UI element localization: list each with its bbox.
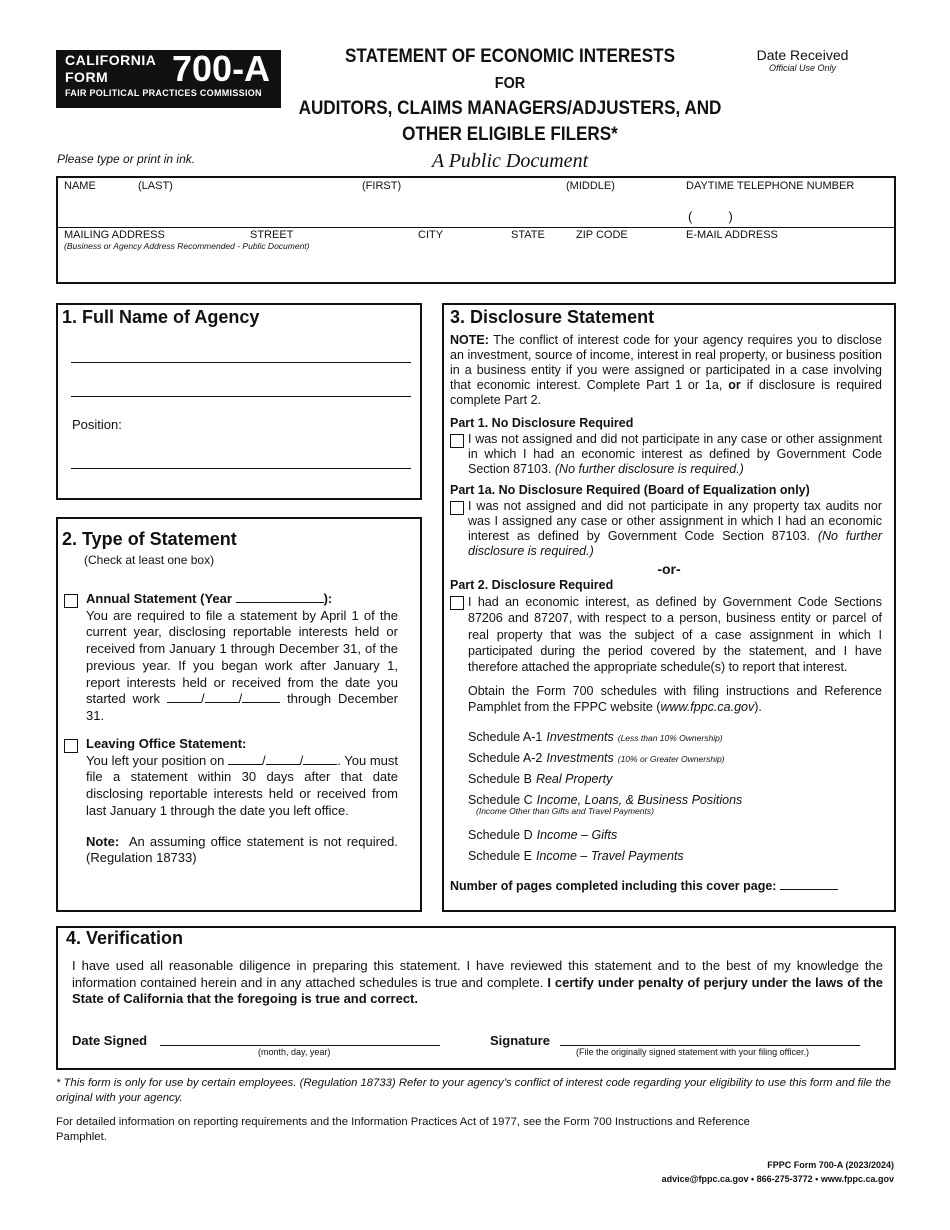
obtain-end: ). — [754, 700, 762, 715]
schedule-item — [468, 730, 723, 744]
schedule-name: Investments — [546, 751, 614, 765]
verification-statement: I have used all reasonable diligence in preparing this statement. I have reviewed this statement and to the best of my knowledge the information contained herein and in any attached schedules is true and complete. — [72, 958, 883, 990]
annual-statement-text2: through December 31. — [86, 691, 398, 723]
position-label: Position: — [72, 417, 122, 432]
date-format-hint: (month, day, year) — [258, 1047, 331, 1057]
phone-label[interactable]: DAYTIME TELEPHONE NUMBER — [686, 180, 855, 192]
part2-text: I had an economic interest, as defined by Government Code Sections 87206 and 87207, with respect to a person, business entity or parcel of real property that was the subject of a case assignment in which I participated during the period covered by the statement, and I have therefore attached the appropriate schedule(s) to report that interest. — [468, 595, 882, 675]
form-identifier: FPPC Form 700-A (2023/2024) — [767, 1160, 894, 1170]
section2-title: 2. Type of Statement — [62, 529, 237, 549]
pages-completed-field[interactable] — [780, 889, 838, 890]
section4-title: 4. Verification — [66, 928, 184, 948]
part2-title: Part 2. Disclosure Required — [450, 578, 614, 592]
form-title-line4: OTHER ELIGIBLE FILERS* — [402, 124, 618, 145]
date-signed-label: Date Signed — [72, 1033, 148, 1048]
agency-name-line2[interactable] — [71, 396, 411, 397]
phone-area-code[interactable]: ( ) — [688, 209, 733, 224]
schedule-item — [468, 772, 612, 786]
disclosure-note-end: if disclosure is required complete Part 2. — [450, 378, 882, 407]
city-label[interactable]: CITY — [418, 229, 444, 241]
logo-commission: FAIR POLITICAL PRACTICES COMMISSION — [65, 88, 262, 98]
disclosure-note — [450, 333, 882, 408]
schedule-note: (10% or Greater Ownership) — [617, 754, 725, 764]
signature-label: Signature — [490, 1033, 550, 1048]
signature-field[interactable] — [560, 1045, 860, 1046]
schedule-code: Schedule C — [468, 793, 533, 807]
part1-checkbox[interactable] — [450, 434, 464, 448]
part1-italic: (No further disclosure is required.) — [554, 462, 744, 476]
part1-text: I was not assigned and did not participate in any case or other assignment in which I had an economic interest as defined by Government Code Section 87103. — [468, 432, 882, 476]
annual-statement-text: You are required to file a statement by April 1 of the current year, disclosing reportable interests held or received from January 1 through December 31, of the previous year. If you began work after January 1, report interests held or received from the date you started work — [86, 607, 398, 707]
penalty-statement: I certify under penalty of perjury under the laws of the State of California that the foregoing is true and correct. — [72, 974, 884, 1007]
start-month-field[interactable] — [167, 702, 201, 703]
left-year-field[interactable] — [303, 764, 337, 765]
pages-completed-label — [450, 879, 838, 893]
disclosure-note-or: or — [728, 378, 741, 392]
fppc-logo — [56, 50, 281, 108]
section-disclosure-statement — [442, 303, 896, 912]
schedule-code: Schedule E — [468, 849, 532, 863]
obtain-schedules-text — [468, 683, 882, 716]
part1a-checkbox[interactable] — [450, 501, 464, 515]
schedule-note: (Less than 10% Ownership) — [617, 733, 723, 743]
schedule-name: Income, Loans, & Business Positions — [536, 793, 743, 807]
disclosure-note-text: The conflict of interest code for your agency requires you to disclose an investment, source of income, interest in real property, or business position in a business entity if you were assigned or participated in a case involving that economic interest. Complete Part 1 or 1a, — [450, 333, 882, 392]
fppc-website-link[interactable]: www.fppc.ca.gov — [660, 700, 755, 715]
annual-year-field[interactable] — [236, 602, 324, 603]
please-type-note: Please type or print in ink. — [57, 152, 196, 166]
part1-block — [468, 432, 882, 477]
leaving-office-checkbox[interactable] — [64, 739, 78, 753]
part1-title: Part 1. No Disclosure Required — [450, 416, 634, 430]
part1a-title: Part 1a. No Disclosure Required (Board of Equalization only) — [450, 483, 810, 497]
signature-hint: (File the originally signed statement with your filing officer.) — [576, 1047, 809, 1057]
or-divider: -or- — [657, 561, 681, 577]
name-label: NAME — [64, 180, 96, 192]
note-text: An assuming office statement is not required. (Regulation 18733) — [86, 833, 398, 866]
section-agency — [56, 303, 422, 500]
official-use-label: Official Use Only — [768, 63, 837, 73]
filer-info-box — [56, 176, 896, 284]
schedule-name: Income – Gifts — [536, 828, 618, 842]
date-received-label: Date Received — [756, 47, 849, 63]
logo-california: CALIFORNIA — [65, 52, 157, 68]
section-verification — [56, 926, 896, 1070]
form-number: 700-A — [172, 48, 271, 89]
last-name-label[interactable]: (LAST) — [138, 180, 173, 192]
email-label[interactable]: E-MAIL ADDRESS — [686, 229, 778, 241]
start-year-field[interactable] — [242, 702, 280, 703]
leaving-office-text1: You left your position on — [86, 752, 225, 768]
schedule-code: Schedule B — [468, 772, 532, 786]
eligibility-footnote: * This form is only for use by certain employees. (Regulation 18733) Refer to your agency’s conflict of interest code regarding your eligibility to use this form and file the original with your agency. — [56, 1077, 891, 1104]
note-label: Note: — [86, 833, 120, 849]
first-name-label[interactable]: (FIRST) — [362, 180, 402, 192]
leaving-office-block: Leaving Office Statement: You left your position on / / . You must file a statement within 30 days after that date disclosing reportable interests held or received from last January 1 through the date you left office. Note: An assuming office statement is not required. (Regulation 18733) — [86, 736, 398, 866]
leaving-office-text2: . You must file a statement within 30 days after that date disclosing reportable interests held or received from last January 1 through the date you left office. — [86, 752, 398, 818]
part1a-block — [468, 499, 882, 559]
schedule-code: Schedule A-1 — [468, 730, 543, 744]
left-month-field[interactable] — [228, 764, 262, 765]
annual-close: ): — [323, 591, 333, 606]
pages-completed-text: Number of pages completed including this cover page: — [450, 879, 777, 893]
section3-title: 3. Disclosure Statement — [450, 307, 655, 327]
annual-statement-checkbox[interactable] — [64, 594, 78, 608]
schedule-item — [468, 828, 617, 842]
agency-name-line1[interactable] — [71, 362, 411, 363]
section-type-of-statement — [56, 517, 422, 912]
state-label[interactable]: STATE — [511, 229, 545, 241]
contact-info: advice@fppc.ca.gov • 866-275-3772 • www.fppc.ca.gov — [661, 1174, 894, 1184]
section1-title: 1. Full Name of Agency — [62, 307, 260, 327]
obtain-text: Obtain the Form 700 schedules with filing instructions and Reference Pamphlet from the FPPC website ( — [468, 684, 882, 715]
position-line[interactable] — [71, 468, 411, 469]
schedule-code: Schedule D — [468, 828, 533, 842]
schedule-note: (Income Other than Gifts and Travel Payments) — [476, 806, 654, 816]
schedule-name: Real Property — [535, 772, 613, 786]
logo-form: FORM — [65, 69, 109, 85]
form-title-line2: FOR — [494, 75, 526, 92]
public-document-label: A Public Document — [431, 150, 589, 172]
form-title-line1: STATEMENT OF ECONOMIC INTERESTS — [345, 46, 675, 67]
schedule-name: Income – Travel Payments — [535, 849, 684, 863]
schedule-code: Schedule A-2 — [468, 751, 543, 765]
leaving-office-label: Leaving Office Statement: — [86, 736, 247, 751]
schedule-item — [468, 751, 725, 765]
annual-statement-block: Annual Statement (Year ): You are required to file a statement by April 1 of the current year, disclosing reportable interests held or received from January 1 through December 31, of the previous year. If you began work after January 1, report interests held or received from the date you started work / / through December 31. — [86, 591, 398, 723]
left-day-field[interactable] — [266, 764, 300, 765]
verification-text — [72, 958, 883, 1008]
schedule-name: Investments — [546, 730, 614, 744]
mailing-address-label[interactable]: MAILING ADDRESS — [64, 229, 165, 241]
zip-code-label[interactable]: ZIP CODE — [576, 229, 628, 241]
part1a-italic: (No further disclosure is required.) — [468, 529, 882, 558]
filer-box-divider — [58, 227, 894, 228]
date-signed-field[interactable] — [160, 1045, 440, 1046]
mailing-address-note: (Business or Agency Address Recommended - Public Document) — [64, 241, 310, 251]
form-title-line3: AUDITORS, CLAIMS MANAGERS/ADJUSTERS, AND — [298, 98, 722, 119]
disclosure-note-label: NOTE: — [450, 333, 489, 347]
street-label[interactable]: STREET — [250, 229, 294, 241]
schedule-item — [468, 793, 742, 816]
middle-name-label[interactable]: (MIDDLE) — [566, 180, 615, 192]
section2-subtitle: (Check at least one box) — [84, 553, 215, 567]
part1a-text: I was not assigned and did not participate in any property tax audits nor was I assigned any case or other assignment in which I had an economic interest as defined by Government Code Section 87103. — [468, 499, 882, 543]
schedule-item — [468, 849, 684, 863]
start-day-field[interactable] — [205, 702, 239, 703]
part2-checkbox[interactable] — [450, 596, 464, 610]
annual-statement-label: Annual Statement (Year — [86, 591, 232, 606]
information-note: For detailed information on reporting requirements and the Information Practices Act of 1977, see the Form 700 Instructions and Reference Pamphlet. — [56, 1116, 750, 1143]
